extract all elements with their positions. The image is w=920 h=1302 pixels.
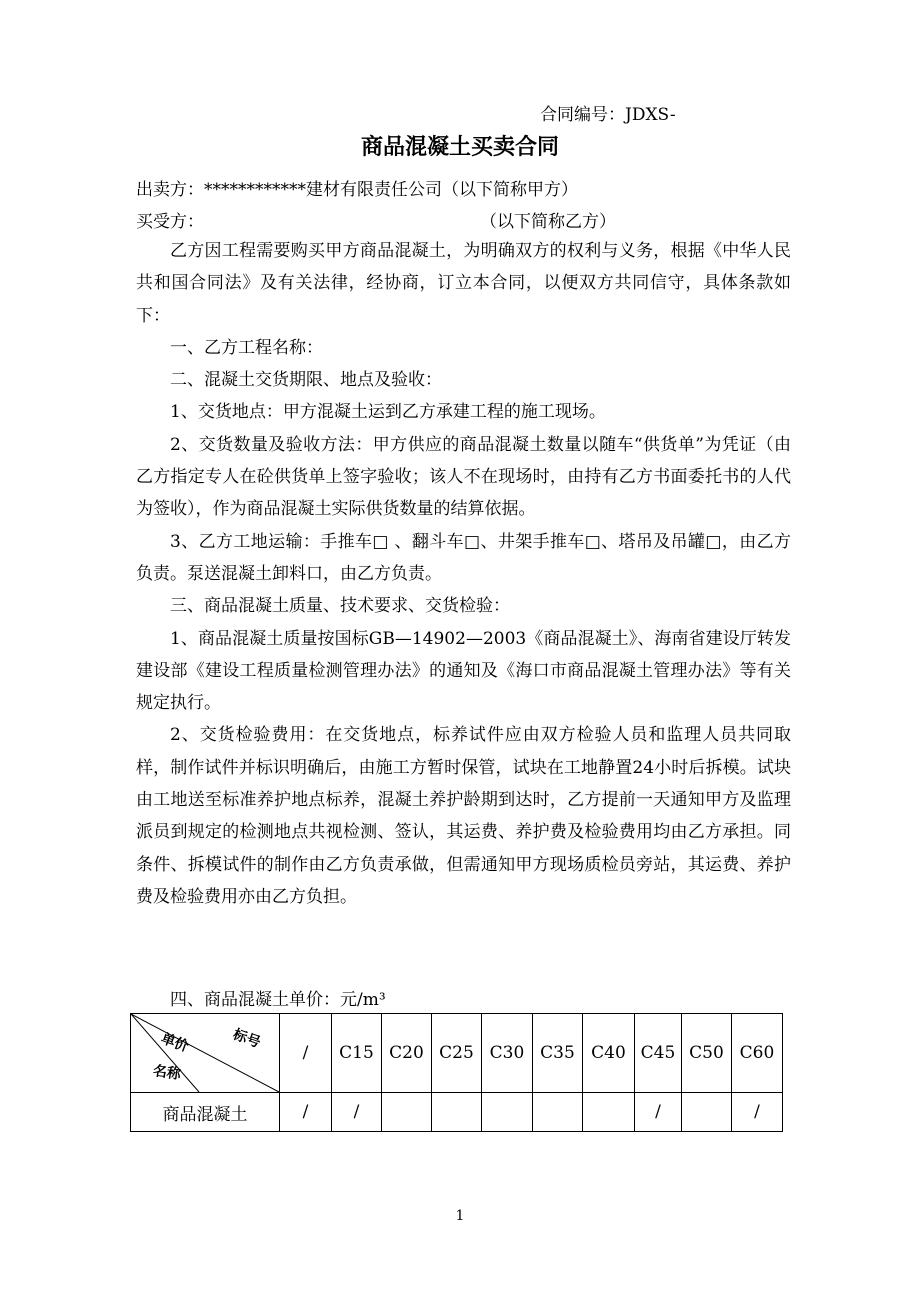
clause-site-transport: 3、乙方工地运输：手推车□ 、翻斗车□、井架手推车□、塔吊及吊罐□，由乙方负责。泵送混凝土卸料口，由乙方负责。 bbox=[136, 531, 791, 584]
price-cell bbox=[432, 1093, 482, 1132]
price-cell bbox=[583, 1093, 635, 1132]
contract-number: 合同编号：JDXS- bbox=[540, 105, 676, 125]
diag-label-grade: 标号 bbox=[230, 1026, 263, 1052]
grade-header: C35 bbox=[533, 1014, 583, 1093]
clause-inspection-fees: 2、交货检验费用：在交货地点，标养试件应由双方检验人员和监理人员共同取样，制作试件并标识明确后，由施工方暂时保管，试块在工地静置24小时后拆模。试块由工地送至标准养护地点标养，混凝土养护龄期到达时，乙方提前一天通知甲方及监理派员到规定的检测地点共视检测、签认，其运费、养护费及检验费用均由乙方承担。同条件、拆模试件的制作由乙方负责承做，但需通知甲方现场质检员旁站，其运费、养护费及检验费用亦由乙方负担。 bbox=[136, 725, 791, 907]
grade-header: / bbox=[280, 1014, 332, 1093]
grade-header: C30 bbox=[482, 1014, 533, 1093]
clause-delivery-quantity: 2、交货数量及验收方法：甲方供应的商品混凝土数量以随车“供货单”为凭证（由乙方指定专人在砼供货单上签字验收；该人不在现场时，由持有乙方书面委托书的人代为签收），作为商品混凝土实际供货数量的结算依据。 bbox=[136, 434, 791, 520]
page-number: 1 bbox=[455, 1208, 465, 1224]
price-cell bbox=[682, 1093, 732, 1132]
price-heading: 四、商品混凝土单价：元/m³ bbox=[170, 990, 386, 1010]
contract-title: 商品混凝土买卖合同 bbox=[360, 134, 559, 160]
buyer-note: （以下简称乙方） bbox=[480, 212, 616, 232]
price-table bbox=[130, 1013, 783, 1132]
price-cell: / bbox=[332, 1093, 382, 1132]
clause-quality-heading: 三、商品混凝土质量、技术要求、交货检验： bbox=[170, 596, 510, 617]
contract-body bbox=[136, 235, 791, 913]
intro-paragraph: 乙方因工程需要购买甲方商品混凝土，为明确双方的权利与义务，根据《中华人民共和国合同法》及有关法律，经协商，订立本合同，以便双方共同信守，具体条款如下： bbox=[136, 241, 791, 326]
grade-header: C45 bbox=[635, 1014, 682, 1093]
table-row bbox=[131, 1093, 783, 1132]
grade-header: C25 bbox=[432, 1014, 482, 1093]
price-cell: / bbox=[732, 1093, 783, 1132]
diag-label-name: 名称 bbox=[151, 1063, 182, 1083]
clause-quality-standard: 1、商品混凝土质量按国标GB—14902—2003《商品混凝土》、海南省建设厅转发建设部《建设工程质量检测管理办法》的通知及《海口市商品混凝土管理办法》等有关规定执行。 bbox=[136, 628, 791, 714]
seller-line: 出卖方：************建材有限责任公司（以下简称甲方） bbox=[136, 180, 578, 200]
grade-header: C20 bbox=[382, 1014, 432, 1093]
buyer-label: 买受方： bbox=[136, 212, 204, 232]
grade-header: C50 bbox=[682, 1014, 732, 1093]
price-cell: / bbox=[635, 1093, 682, 1132]
price-cell bbox=[382, 1093, 432, 1132]
grade-header: C60 bbox=[732, 1014, 783, 1093]
clause-delivery-heading: 二、混凝土交货期限、地点及验收： bbox=[170, 370, 442, 391]
buyer-line bbox=[136, 207, 616, 232]
row-name: 商品混凝土 bbox=[131, 1093, 280, 1132]
diagonal-header-cell bbox=[131, 1014, 280, 1093]
price-cell: / bbox=[280, 1093, 332, 1132]
diag-label-price: 单价 bbox=[158, 1030, 191, 1056]
grade-header: C15 bbox=[332, 1014, 382, 1093]
price-cell bbox=[533, 1093, 583, 1132]
grade-header: C40 bbox=[583, 1014, 635, 1093]
table-header-row bbox=[131, 1014, 783, 1093]
clause-delivery-location: 1、交货地点：甲方混凝土运到乙方承建工程的施工现场。 bbox=[170, 402, 606, 423]
price-cell bbox=[482, 1093, 533, 1132]
clause-project-name: 一、乙方工程名称： bbox=[170, 337, 323, 358]
